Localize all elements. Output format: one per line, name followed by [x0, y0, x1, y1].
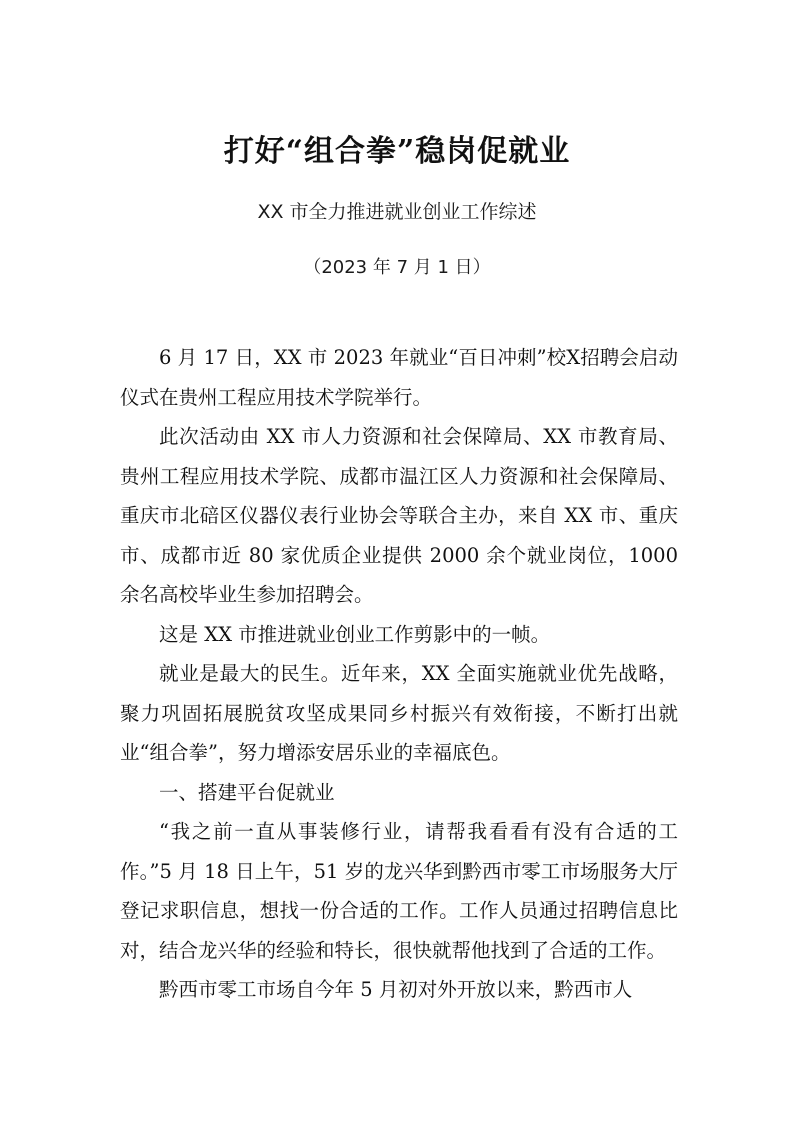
- document-date: （2023 年 7 月 1 日）: [303, 257, 491, 278]
- paragraph: 这是 XX 市推进就业创业工作剪影中的一帧。: [159, 622, 551, 646]
- paragraph: 黔西市零工市场自今年 5 月初对外开放以来，黔西市人: [159, 978, 633, 1001]
- paragraph: 6 月 17 日，XX 市 2023 年就业“百日冲刺”校X招聘会启动仪式在贵州工程应用技术学院举行。: [120, 346, 678, 409]
- document-subtitle: XX 市全力推进就业创业工作综述: [257, 201, 537, 223]
- document-title: 打好“组合拳”稳岗促就业: [223, 134, 571, 169]
- document-body: [120, 338, 678, 1010]
- section-heading: 一、搭建平台促就业: [159, 780, 335, 804]
- paragraph: 就业是最大的民生。近年来，XX 全面实施就业优先战略，聚力巩固拓展脱贫攻坚成果同乡村振兴有效衔接，不断打出就业“组合拳”，努力增添安居乐业的幸福底色。: [120, 662, 678, 764]
- paragraph: “我之前一直从事装修行业，请帮我看看有没有合适的工作。”5 月 18 日上午，51 岁的龙兴华到黔西市零工市场服务大厅登记求职信息，想找一份合适的工作。工作人员通过招聘信息比对，结合龙兴华的经验和特长，很快就帮他找到了合适的工作。: [120, 820, 678, 962]
- paragraph: 此次活动由 XX 市人力资源和社会保障局、XX 市教育局、贵州工程应用技术学院、成都市温江区人力资源和社会保障局、重庆市北碚区仪器仪表行业协会等联合主办，来自 XX 市、重庆市、成都市近 80 家优质企业提供 2000 余个就业岗位，1000 余名高校毕业生参加招聘会。: [120, 425, 678, 606]
